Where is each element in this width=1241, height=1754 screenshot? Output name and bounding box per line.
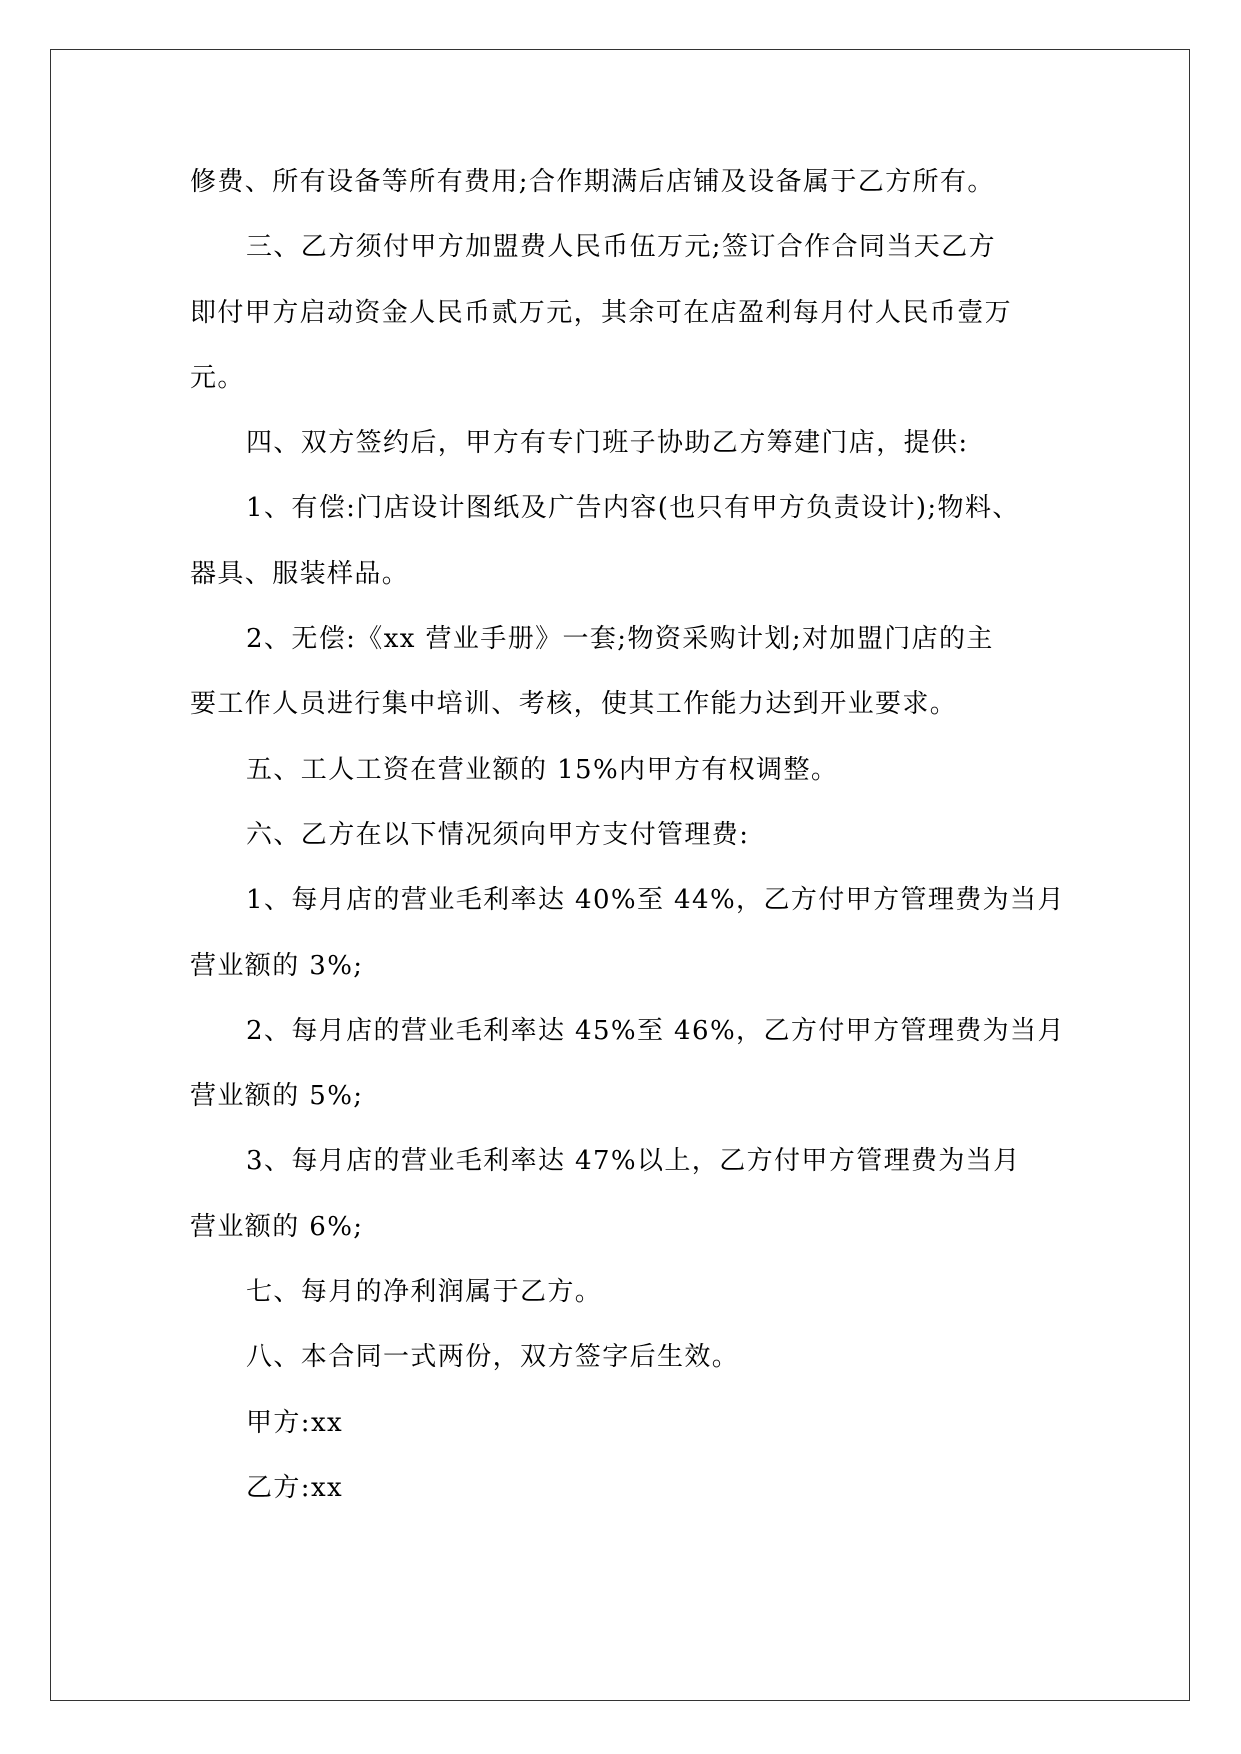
clause-six-line: 六、乙方在以下情况须向甲方支付管理费: [246,819,750,850]
text-line: 营业额的 5%; [190,1081,364,1112]
text-line: 营业额的 3%; [190,950,364,981]
party-b-signature-line: 乙方:xx [246,1472,344,1503]
fee-tier-1-line: 1、每月店的营业毛利率达 40%至 44%，乙方付甲方管理费为当月 [246,885,1065,916]
document-body [190,155,1070,1526]
text-line: 器具、服装样品。 [190,558,410,589]
free-items-line: 2、无偿:《xx 营业手册》一套;物资采购计划;对加盟门店的主 [246,624,994,655]
fee-tier-2-line: 2、每月店的营业毛利率达 45%至 46%，乙方付甲方管理费为当月 [246,1015,1065,1046]
clause-seven-line: 七、每月的净利润属于乙方。 [246,1277,603,1308]
party-a-signature-line: 甲方:xx [246,1407,344,1438]
text-line: 即付甲方启动资金人民币贰万元，其余可在店盈利每月付人民币壹万 [190,297,1013,328]
clause-three-line: 三、乙方须付甲方加盟费人民币伍万元;签订合作合同当天乙方 [246,232,996,263]
fee-tier-3-line: 3、每月店的营业毛利率达 47%以上，乙方付甲方管理费为当月 [246,1146,1021,1177]
text-line: 元。 [190,362,245,393]
text-line: 要工作人员进行集中培训、考核，使其工作能力达到开业要求。 [190,689,958,720]
clause-eight-line: 八、本合同一式两份，双方签字后生效。 [246,1342,740,1373]
clause-five-line: 五、工人工资在营业额的 15%内甲方有权调整。 [246,754,839,785]
text-line: 修费、所有设备等所有费用;合作期满后店铺及设备属于乙方所有。 [190,167,995,197]
text-line: 营业额的 6%; [190,1211,364,1242]
clause-four-line: 四、双方签约后，甲方有专门班子协助乙方筹建门店，提供: [246,428,969,459]
paid-items-line: 1、有偿:门店设计图纸及广告内容(也只有甲方负责设计);物料、 [246,493,1020,524]
